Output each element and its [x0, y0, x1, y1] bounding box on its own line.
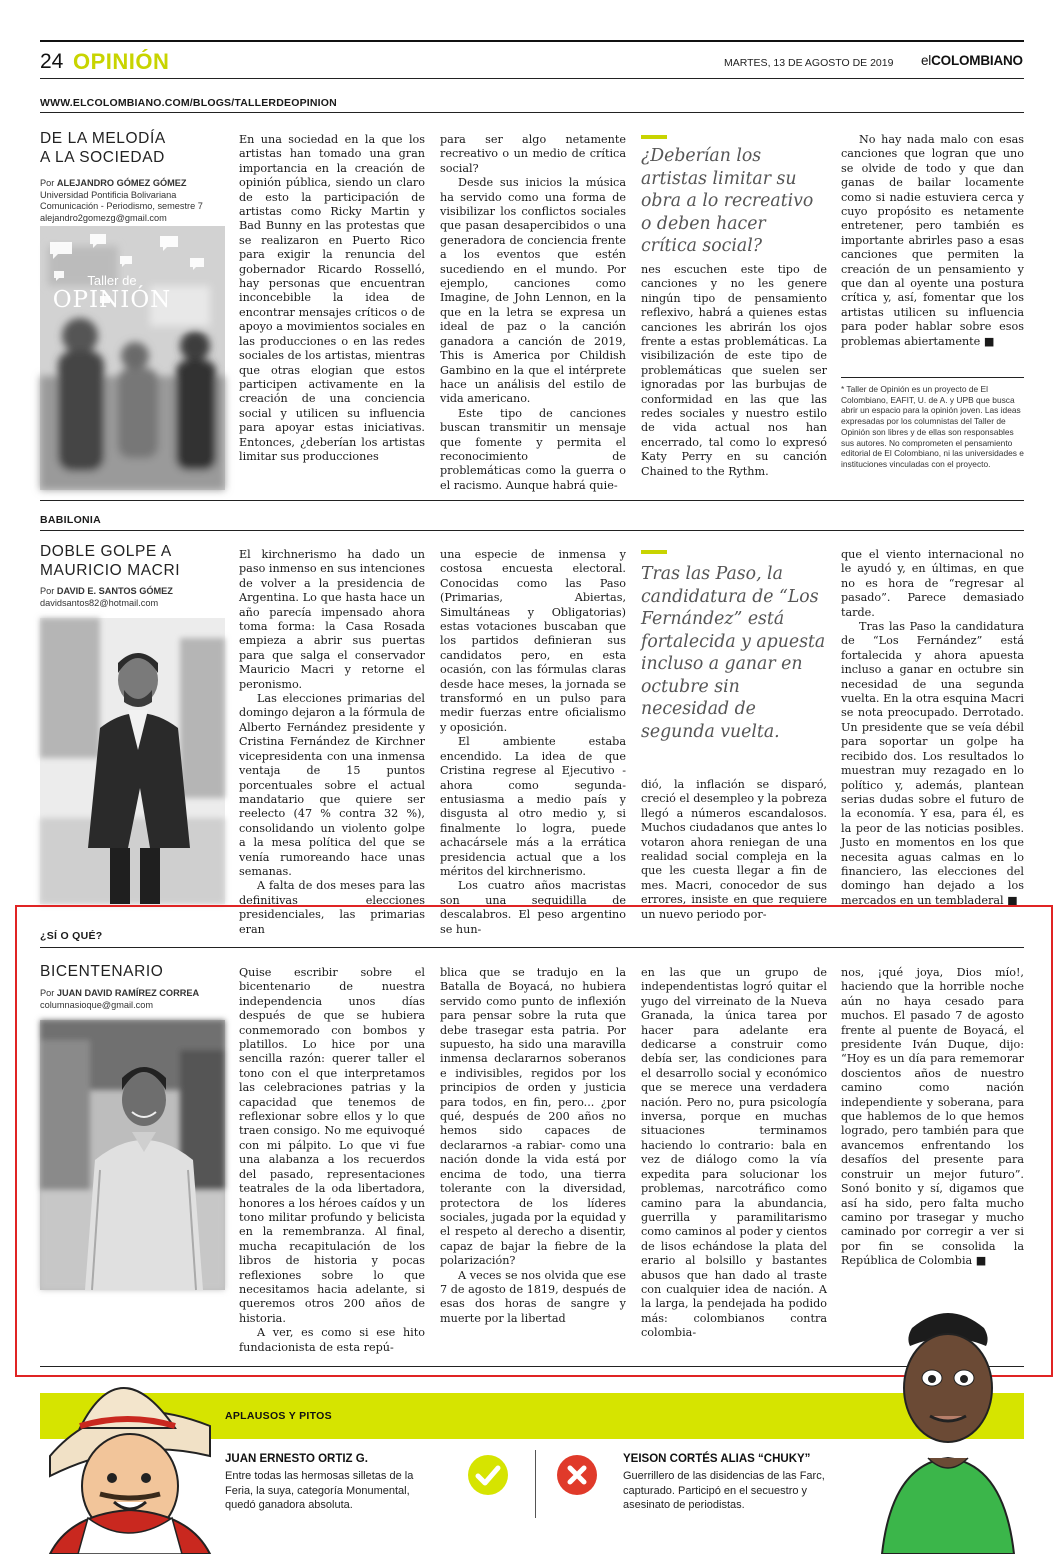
edition-date: MARTES, 13 DE AGOSTO DE 2019: [724, 57, 894, 69]
article2-byline: [40, 586, 173, 609]
masthead-logo: [921, 53, 1023, 68]
blog-url[interactable]: WWW.ELCOLOMBIANO.COM/BLOGS/TALLERDEOPINION: [40, 97, 337, 109]
article3-byline: [40, 988, 199, 1011]
byline-prefix: Por: [40, 988, 55, 998]
byline-prefix: Por: [40, 178, 55, 188]
article3-col1-p1: Quise escribir sobre el bicentenario de nuestra independencia unos días después de que se hubiera conmemorado con bombos y platillos. Lo hice por una sencilla razón: querer taller el tono con el que interpretamos las celebraciones patrias y la capacidad que tenemos de reflexionar sobre ellos y lo que traen consigo. No me equivoqué con mi pálpito. Lo que vi fue una alabanza a los recuerdos del pasado, representaciones teatrales de la oda libertadora, honores a los héroes caídos y un tono militar profundo y belicista en la remembranza. Al final, mucha recapitulación de los libros de historia y pocas reflexiones sobre lo que necesitamos hacia adelante, si queremos otros 200 años de historia.: [239, 966, 425, 1325]
article3-col2-p1: blica que se tradujo en la Batalla de Boyacá, no hubiera servido como punto de inflexión para pensar sobre la ruta que debe trasegar esta patria. Por supuesto, ha sido una maravilla inmensa declararnos soberanos e indivisibles, regidos por los principios de orden y justicia para todos, en fin, pero... ¿por qué, después de 200 años no hemos sido capaces de declararnos -a rabiar- como una nación donde la vida está por encima de todo, una tierra tolerante con la diversidad, protectora de los líderes sociales, jugada por la equidad y el respeto al derecho a disentir, capaz de bajar la fiebre de la polarización?: [440, 966, 626, 1268]
si-o-que-rule: [40, 947, 1024, 948]
article1-affiliation: Universidad Pontificia Bolivariana: [40, 189, 177, 200]
article1-bottom-rule: [40, 500, 1024, 501]
section-title: OPINIÓN: [73, 49, 170, 74]
article1-headline: [40, 129, 166, 167]
article1-headline-line2: A LA SOCIEDAD: [40, 149, 165, 166]
cross-icon: [557, 1455, 597, 1495]
article2-col4-p2: Tras las Paso la candidatura de “Los Fernández” está fortalecida y ahora apuesta incluso a ganar en octubre sin necesidad de una segunda vuelta. En la otra esquina Macri se nota preocupado. Derrotado. Un presidente que se veía débil para soportar un golpe ha recibido dos. Los resultados lo muestran muy rezagado en lo político y, además, plantean serias dudas sobre el futuro de la economía. Y esa, para él, es la peor de las noticias posibles. Justo en momentos en los que necesita aguas calmas en lo financiero, las elecciones del domingo han dejado a los mercados en un tembladeral ■: [841, 620, 1024, 907]
article2-headline-line2: MAURICIO MACRI: [40, 562, 181, 579]
article3-column2: [440, 966, 626, 1358]
article2-col2-p1: una especie de inmensa y costosa encuesta electoral. Conocidas como las Paso (Primarias, Abiertas, Simultáneas y Obligatorias) estas votaciones buscaban que los partidos definieran sus candidatos pero, en esta ocasión, con las fórmulas claras desde hace meses, la jornada se transformó en un pulso para medir fuerzas entre oficialismo y oposición.: [440, 548, 626, 734]
article3-col4-text: nos, ¡qué joya, Dios mío!, haciendo que la horrible noche aún no haya cesado para muchos. El pasado 7 de agosto frente al puente de Boyacá, el presidente Iván Duque, dijo: “Hoy es un día para rememorar doscientos años de nuestro camino como nación independiente y soberana, para que hablemos de lo que hemos logrado, pero también para que avancemos enfrentando los desafíos del presente para construir un mejor futuro”. Sonó bonito y sí, digamos que así ha sido, pero falta mucho camino por trasegar y mucho caminado por corregir a ver si por fin se consolida la República de Colombia ■: [841, 966, 1024, 1268]
taller-disclaimer: * Taller de Opinión es un proyecto de El Colombiano, EAFIT, U. de A. y UPB que busca abrir un espacio para la opinión joven. Las ideas expresadas por los columnistas del Taller de Opinión son libres y de ellas son responsables sus autores. No comprometen el pensamiento editorial de El Colombiano, ni las universidades e instituciones vinculadas con el proyecto.: [841, 384, 1024, 469]
article3-col2-p2: A veces se nos olvida que ese 7 de agosto de 1819, después de esas dos horas de sangre y muerte por la libertad: [440, 1268, 626, 1325]
article3-headline: BICENTENARIO: [40, 963, 164, 980]
masthead-brand: COLOMBIANO: [931, 53, 1023, 68]
article2-column4: [841, 548, 1024, 907]
article1-headline-line1: DE LA MELODÍA: [40, 130, 166, 147]
note-rule: [841, 377, 1024, 378]
article1-email[interactable]: alejandro2gomezg@gmail.com: [40, 212, 167, 223]
article2-col3-text: dió, la inflación se disparó, creció el desempleo y la pobreza llegó a números escandalosos. Muchos ciudadanos que antes lo votaron ahora reniegan de una realidad social compleja en la que les cuesta llegar a fin de mes. Macri, conocedor de sus errores, insiste en que requiere un nuevo periodo por-: [641, 778, 827, 921]
babilonia-section-label: BABILONIA: [40, 514, 102, 526]
article1-column1: [239, 133, 425, 491]
article1-col1-text: En una sociedad en la que los artistas han tomado una gran importancia en la creación de opinión pública, siendo un claro de esto la participación de artistas como Ricky Martin y Bad Bunny en las protestas que se realizaron en Puerto Rico para exigir la renuncia del gobernador Ricardo Rosselló, hay personas que encuentran inconcebible la idea de encontrar mensajes críticos o de apoyo a movimientos sociales en las producciones o en las redes sociales de los artistas, mientras que otras elogian que estos participen activamente en la creación de una conciencia social y utilicen su influencia para apoyar estas iniciativas. Entonces, ¿deberían los artistas limitar sus producciones: [239, 133, 425, 463]
article2-headline-line1: DOBLE GOLPE A: [40, 543, 172, 560]
taller-badge-small: Taller de: [87, 273, 137, 288]
article1-column2: [440, 133, 626, 491]
article2-email[interactable]: davidsantos82@hotmail.com: [40, 597, 159, 608]
article2-column2: [440, 548, 626, 936]
article2-col2-p2: El ambiente estaba encendido. La idea de que Cristina regrese al Ejecutivo -ahora como segunda- entusiasma a medio país y disgusta al otro medio y, si finalmente lo logra, puede achacársele más a la errática presidencia actual que a los méritos del kirchnerismo.: [440, 735, 626, 878]
article1-program: Comunicación - Periodismo, semestre 7: [40, 201, 203, 211]
cartoon-chuky: [872, 1298, 1024, 1554]
article2-column3: [641, 778, 827, 921]
article1-column3: [641, 263, 827, 491]
url-rule: [40, 112, 1024, 113]
article3-col3-text: en las que un grupo de independentistas logró quitar el yugo del virreinato de la Nueva Granada, la única tarea por hacer para adelante era dedicarse a construir como debía ser, las condiciones para el desarrollo social y económico que se merece una verdadera nación. Pero no, pura psicología inversa, porque en muchas situaciones terminamos haciendo lo contrario: bala en vez de diálogo como la vía expedita para solucionar los problemas, narcotráfico como camino para la abundancia, guerrilla y paramilitarismo como caminos al poder y cientos de lisos echándose la plata del erario al bolsillo y bastantes abusos que han dado al traste con cualquier idea de nación. A la larga, la pendejada ha podido más: colombianos contra colombia-: [641, 966, 827, 1340]
article1-pull-quote: ¿Deberían los artistas limitar su obra a lo recreativo o deben hacer crítica social?: [641, 146, 814, 256]
article3-column3: [641, 966, 827, 1358]
article1-col2-p2: Desde sus inicios la música ha servido como una forma de visibilizar los conflictos sociales que pasan desapercibidos o una generadora de conciencia frente a los eventos que estén sucediendo en el mundo. Por ejemplo, canciones como Imagine, de John Lennon, en la que en la letra se expresa un ideal de paz o la canción ganadora a canción de 2019, This is America por Childish Gambino en la que el intérprete hace un análisis del estilo de vida americano.: [440, 176, 626, 406]
article2-col1-p1: El kirchnerismo ha dado un paso inmenso en sus intenciones de volver a la presidencia de Argentina. Lo que hasta hace un año parecía impensado ahora toma forma: la Casa Rosada empieza a abrir sus puertas para que salga el conservador Mauricio Macri y retorne el peronismo.: [239, 548, 425, 691]
article2-headline: [40, 542, 180, 580]
article3-col1-p2: A ver, es como si ese hito fundacionista de esta repú-: [239, 1326, 425, 1354]
article3-author: JUAN DAVID RAMÍREZ CORREA: [56, 988, 200, 998]
article1-col2-p1: para ser algo netamente recreativo o un medio de crítica social?: [440, 133, 626, 175]
article2-col2-p3: Los cuatro años macristas son una seguidilla de descalabros. El peso argentino se hun-: [440, 879, 626, 936]
taller-badge-big: OPINIÓN: [52, 287, 172, 313]
article1-author: ALEJANDRO GÓMEZ GÓMEZ: [56, 178, 187, 188]
pito-text: Guerrillero de las disidencias de las Farc, capturado. Participó en el secuestro y asesinato de periodistas.: [623, 1470, 825, 1511]
taller-de-opinion-illustration: [40, 226, 225, 490]
article3-column1: [239, 966, 425, 1358]
article1-byline: [40, 178, 203, 224]
article3-column4: [841, 966, 1024, 1286]
author-photo-juan-david: [40, 1020, 225, 1290]
article2-pull-quote: Tras las Paso, la candidatura de “Los Fernández” está fortalecida y apuesta incluso a ganar en octubre sin necesidad de segunda vuelta.: [641, 564, 826, 742]
page-number: 24: [40, 50, 64, 73]
masthead-prefix: el: [921, 53, 932, 68]
article2-col1-p3: A falta de dos meses para las definitivas elecciones presidenciales, las primarias eran: [239, 879, 425, 936]
aplauso-name: JUAN ERNESTO ORTIZ G.: [225, 1453, 368, 1465]
pito-name: YEISON CORTÉS ALIAS “CHUKY”: [623, 1453, 811, 1465]
byline-prefix: Por: [40, 586, 55, 596]
aplausos-title: APLAUSOS Y PITOS: [225, 1410, 332, 1422]
header-rule: [40, 78, 1024, 79]
author-photo-david: [40, 618, 225, 904]
david-portrait: [40, 618, 225, 904]
article1-column4: [841, 133, 1024, 369]
article1-col3-text: nes escuchen este tipo de canciones y no les genere ningún tipo de pensamiento reflexivo, habrá a quienes estas canciones les abrirán los ojos frente a estas problemáticas. La visibilización de este tipo de problemáticas que suelen ser ignoradas por las burbujas de conformidad en las que las redes sociales y nuestro estilo de vida actual nos han encerrado, tal como lo expresó Katy Perry en su canción Chained to the Rythm.: [641, 263, 827, 478]
taller-de-opinion-image: [40, 226, 225, 490]
article2-pull-accent: [641, 550, 667, 554]
top-rule: [40, 40, 1024, 42]
article3-email[interactable]: columnasioque@gmail.com: [40, 999, 153, 1010]
article2-author: DAVID E. SANTOS GÓMEZ: [56, 586, 173, 596]
article1-col4-text: No hay nada malo con esas canciones que logran que uno se olvide de todo y que dan ganas de bailar locamente como si nadie estuviera cerca y cuyo propósito es netamente entretener, pero también es importante abrirles paso a esas canciones que permiten la creación de un pensamiento y que dan al oyente una postura crítica y, así, fomentar que los artistas utilicen su influencia para poder hablar sobre esos problemas abiertamente ■: [841, 133, 1024, 348]
si-o-que-section-label: ¿SÍ O QUÉ?: [40, 930, 103, 942]
article2-column1: [239, 548, 425, 936]
aplauso-text: Entre todas las hermosas silletas de la Feria, la suya, categoría Monumental, quedó ganadora absoluta.: [225, 1470, 414, 1511]
taller-badge: [52, 274, 172, 312]
divider: [535, 1450, 536, 1518]
check-icon: [468, 1455, 508, 1495]
babilonia-rule: [40, 530, 1024, 531]
article1-pull-accent: [641, 135, 667, 139]
juan-david-portrait: [40, 1020, 225, 1290]
cartoon-silletero: [40, 1318, 220, 1554]
article2-col1-p2: Las elecciones primarias del domingo dejaron a la fórmula de Alberto Fernández presidente y Cristina Fernández de Kirchner vicepresidenta con una inmensa ventaja de 15 puntos porcentuales sobre el actual mandatario que quiere ser reelecto (47 % contra 32 %), consolidando un violento golpe a la mesa política del que se venía rumoreando hace unas semanas.: [239, 692, 425, 878]
article1-col2-p3: Este tipo de canciones buscan transmitir un mensaje que fomente y permita el reconocimiento de problemáticas como la guerra o el racismo. Aunque habrá quie-: [440, 406, 626, 492]
article2-col4-p1: que el viento internacional no le ayudó y, en últimas, en que no es hora de “regresar al pasado”. Parece demasiado tarde.: [841, 548, 1024, 619]
